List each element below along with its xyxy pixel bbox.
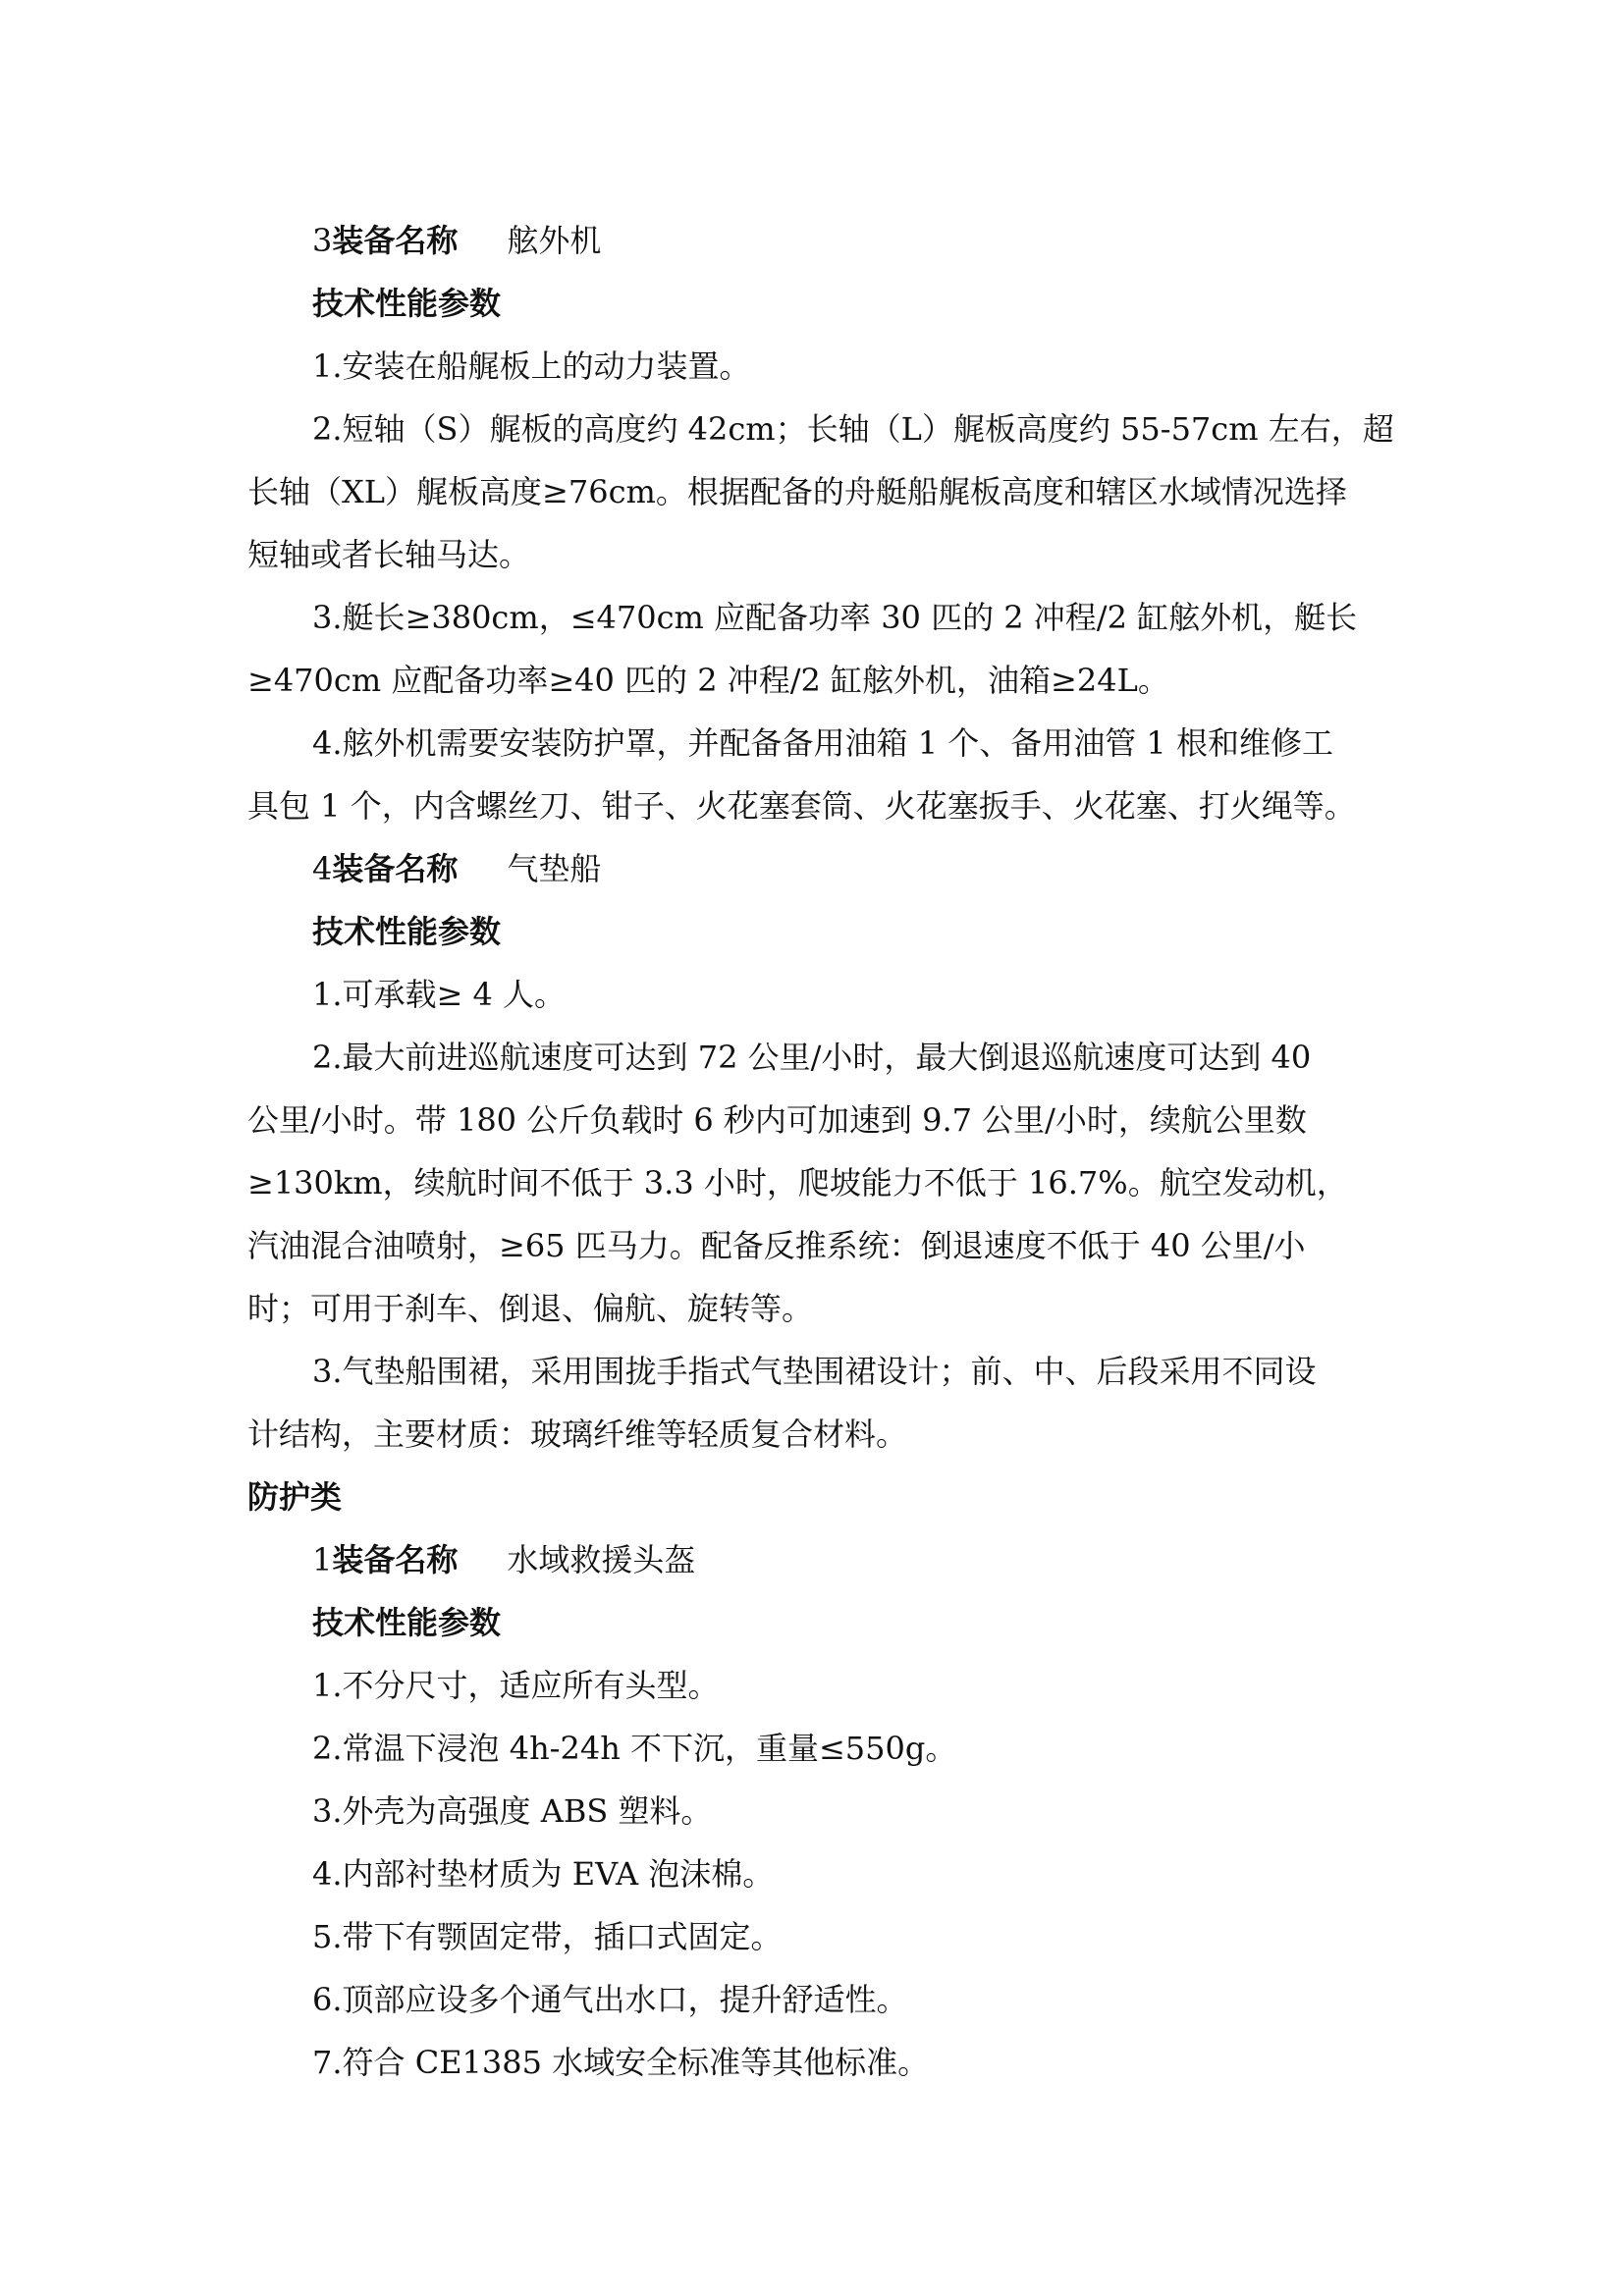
- section-4-title: [312, 849, 1378, 888]
- param-line: 公里/小时。带 180 公斤负载时 6 秒内可加速到 9.7 公里/小时，续航公里数: [247, 1101, 1307, 1139]
- param-line: 3.气垫船围裙，采用围拢手指式气垫围裙设计；前、中、后段采用不同设: [312, 1353, 1317, 1390]
- param-line: 2.短轴（S）艉板的高度约 42cm；长轴（L）艉板高度约 55-57cm 左右，超: [312, 410, 1394, 448]
- section-p1-title: [312, 1540, 1378, 1579]
- param-line: 1.安装在船艉板上的动力装置。: [312, 347, 751, 385]
- param-line: ≥130km，续航时间不低于 3.3 小时，爬坡能力不低于 16.7%。航空发动机，: [247, 1164, 1348, 1201]
- param-line: 7.符合 CE1385 水域安全标准等其他标准。: [312, 2044, 930, 2081]
- section-3-title: [312, 221, 1378, 260]
- section-number: 3: [312, 222, 333, 259]
- equipment-name: 气垫船: [507, 850, 602, 887]
- param-line: 2.最大前进巡航速度可达到 72 公里/小时，最大倒退巡航速度可达到 40: [312, 1039, 1312, 1076]
- equipment-name: 水域救援头盔: [507, 1541, 696, 1578]
- param-line: 计结构，主要材质：玻璃纤维等轻质复合材料。: [247, 1415, 908, 1453]
- equipment-name-label: 装备名称: [332, 222, 459, 259]
- equipment-name-label: 装备名称: [332, 1541, 459, 1578]
- param-line: 6.顶部应设多个通气出水口，提升舒适性。: [312, 1981, 908, 2018]
- param-line: 汽油混合油喷射，≥65 匹马力。配备反推系统：倒退速度不低于 40 公里/小: [247, 1227, 1306, 1264]
- param-line: 5.带下有颚固定带，插口式固定。: [312, 1918, 783, 1955]
- param-line: 4.舷外机需要安装防护罩，并配备备用油箱 1 个、备用油管 1 根和维修工: [312, 724, 1333, 762]
- section-number: 4: [312, 850, 333, 887]
- params-heading: 技术性能参数: [312, 913, 502, 950]
- param-line: 1.不分尺寸，适应所有头型。: [312, 1667, 720, 1704]
- param-line: 4.内部衬垫材质为 EVA 泡沫棉。: [312, 1855, 775, 1893]
- params-heading: 技术性能参数: [312, 285, 502, 322]
- param-line: ≥470cm 应配备功率≥40 匹的 2 冲程/2 缸舷外机，油箱≥24L。: [247, 662, 1169, 699]
- param-line: 时；可用于刹车、倒退、偏航、旋转等。: [247, 1290, 814, 1327]
- param-line: 3.外壳为高强度 ABS 塑料。: [312, 1792, 713, 1830]
- category-heading: 防护类: [247, 1478, 343, 1516]
- param-line: 具包 1 个，内含螺丝刀、钳子、火花塞套筒、火花塞扳手、火花塞、打火绳等。: [247, 787, 1356, 825]
- param-line: 长轴（XL）艉板高度≥76cm。根据配备的舟艇船艉板高度和辖区水域情况选择: [247, 473, 1347, 510]
- param-line: 1.可承载≥ 4 人。: [312, 976, 567, 1013]
- section-number: 1: [312, 1541, 333, 1578]
- param-line: 3.艇长≥380cm，≤470cm 应配备功率 30 匹的 2 冲程/2 缸舷外机，艇长: [312, 599, 1358, 636]
- param-line: 2.常温下浸泡 4h-24h 不下沉，重量≤550g。: [312, 1730, 957, 1767]
- param-line: 短轴或者长轴马达。: [247, 536, 531, 573]
- equipment-name: 舷外机: [507, 222, 602, 259]
- equipment-name-label: 装备名称: [332, 850, 459, 887]
- params-heading: 技术性能参数: [312, 1604, 502, 1641]
